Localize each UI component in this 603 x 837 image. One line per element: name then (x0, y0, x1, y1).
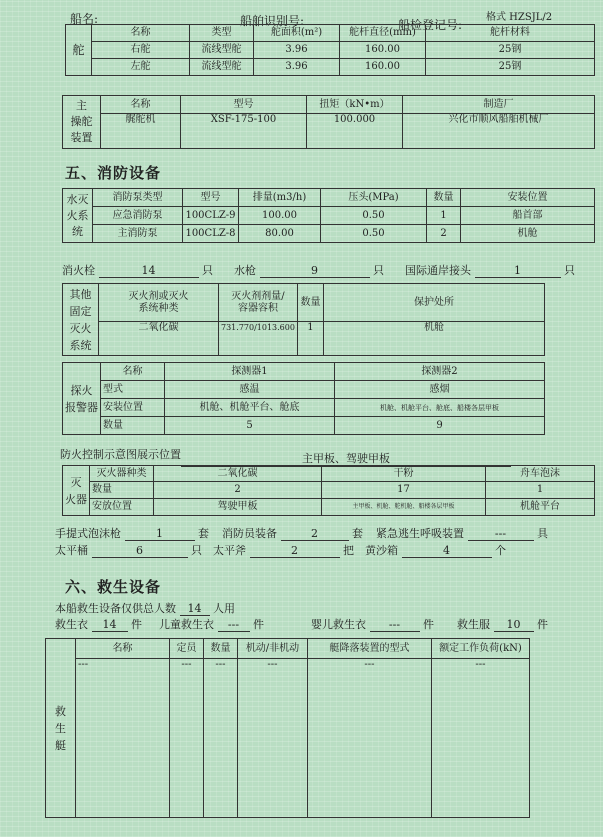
detector-2-header: 探测器2 (335, 363, 545, 381)
cell: 0.50 (321, 207, 427, 225)
sand-box-count: 4 (402, 544, 492, 558)
cell: --- (204, 659, 238, 818)
cell: 二氧化碳 (99, 322, 219, 356)
rudder-side-label: 舵 (66, 25, 92, 76)
cell: --- (76, 659, 170, 818)
fireman-outfit-unit: 套 (352, 527, 363, 540)
rudder-header-name: 名称 (92, 25, 190, 42)
detector-side-label: 探火 报警器 (63, 363, 101, 435)
table-row (66, 42, 595, 59)
boat-header-motor: 机动/非机动 (238, 639, 308, 659)
water-gun-unit: 只 (373, 264, 384, 277)
cell: 型式 (101, 381, 165, 399)
cell: 感温 (165, 381, 335, 399)
cell: 25钢 (426, 59, 595, 76)
rudder-header-diameter: 舵杆直径(mm) (340, 25, 426, 42)
registration-label: 船检登记号: (398, 18, 463, 32)
cell: 100.000 (307, 114, 403, 149)
cell: XSF-175-100 (181, 114, 307, 149)
cell: 机舱、机舱平台、舱底、船楼各层甲板 (335, 399, 545, 417)
fireman-outfit-count: 2 (281, 527, 349, 541)
steering-header-torque: 扭矩（kN•m） (307, 96, 403, 114)
cell: 100.00 (239, 207, 321, 225)
steering-side-label: 主 操舵 装置 (63, 96, 101, 149)
pump-header-model: 型号 (183, 189, 239, 207)
cell: 9 (335, 417, 545, 435)
ext-header-co2: 二氧化碳 (154, 466, 322, 482)
table-row (63, 381, 545, 399)
immersion-suit-count: 10 (494, 618, 534, 632)
cell: 2 (427, 225, 461, 243)
fire-axe-label: 太平斧 (213, 544, 246, 557)
cell: 右舵 (92, 42, 190, 59)
ship-name-label: 船名: (70, 12, 99, 26)
cell: 3.96 (254, 59, 340, 76)
hydrant-line (62, 262, 575, 278)
cell: 艉舵机 (101, 114, 181, 149)
cell: 100CLZ-9 (183, 207, 239, 225)
cell: 数量 (90, 482, 154, 499)
form-code: 格式 HZSJL/2 (486, 12, 553, 23)
cell: 兴化市顺风船舶机械厂 (403, 114, 595, 149)
total-persons-label: 本船救生设备仅供总人数 (55, 602, 176, 615)
eebd-label: 紧急逃生呼吸装置 (376, 527, 464, 540)
intl-connection-count: 1 (475, 264, 561, 278)
foam-gun-unit: 套 (198, 527, 209, 540)
cell: 731.770/1013.600 (219, 322, 298, 356)
cell: 应急消防泵 (93, 207, 183, 225)
cell: 数量 (101, 417, 165, 435)
steering-header-name: 名称 (101, 96, 181, 114)
total-persons-count: 14 (180, 602, 210, 616)
boat-header-swl: 额定工作负荷(kN) (432, 639, 530, 659)
cell: 主甲板、机舱、舵机舱、船楼各层甲板 (322, 499, 486, 516)
sand-box-label: 黄沙箱 (365, 544, 398, 557)
table-row (63, 482, 595, 499)
cell: 17 (322, 482, 486, 499)
cell: 流线型舵 (190, 59, 254, 76)
hydrant-count: 14 (99, 264, 199, 278)
fire-plan-line (60, 446, 511, 463)
cell: 驾驶甲板 (154, 499, 322, 516)
table-row (63, 499, 595, 516)
boat-header-name: 名称 (76, 639, 170, 659)
ship-id-label: 船舶识别号: (240, 14, 305, 28)
infant-lifejacket-count: --- (370, 618, 420, 632)
boat-header-qty: 数量 (204, 639, 238, 659)
fire-axe-count: 2 (250, 544, 340, 558)
fire-plan-location: 主甲板、驾驶甲板 (181, 450, 511, 467)
steering-header-maker: 制造厂 (403, 96, 595, 114)
boat-header-capacity: 定员 (170, 639, 204, 659)
rudder-header-area: 舵面积(m²) (254, 25, 340, 42)
intl-connection-unit: 只 (564, 264, 575, 277)
cell: 25钢 (426, 42, 595, 59)
cell: 100CLZ-8 (183, 225, 239, 243)
cell: 1 (486, 482, 595, 499)
cell: --- (308, 659, 432, 818)
pump-header-location: 安装位置 (461, 189, 595, 207)
lifeboat-side-label: 救 生 艇 (46, 639, 76, 818)
hydrant-label: 消火栓 (62, 264, 95, 277)
lifeboat-table (45, 638, 530, 818)
detector-table (62, 362, 545, 435)
eebd-count: --- (468, 527, 534, 541)
table-row (63, 322, 545, 356)
extinguisher-side-label: 灭 火器 (63, 466, 90, 516)
cell: 80.00 (239, 225, 321, 243)
fixed-system-table (62, 283, 545, 356)
water-gun-label: 水枪 (234, 264, 256, 277)
ext-header-foam: 舟车泡沫 (486, 466, 595, 482)
fire-axe-unit: 把 (343, 544, 354, 557)
foam-gun-label: 手提式泡沫枪 (55, 527, 121, 540)
cell: 2 (154, 482, 322, 499)
table-row (63, 417, 545, 435)
section-5-title: 五、消防设备 (65, 164, 162, 182)
pump-header-pressure: 压头(MPa) (321, 189, 427, 207)
table-row (63, 225, 595, 243)
lifejacket-count: 14 (92, 618, 128, 632)
extinguisher-table (62, 465, 595, 516)
table-row (46, 659, 530, 818)
ext-header-powder: 干粉 (322, 466, 486, 482)
lifejacket-unit: 件 (131, 618, 142, 631)
fire-bucket-count: 6 (92, 544, 188, 558)
fixed-header-type: 灭火剂或灭火 系统种类 (99, 284, 219, 322)
cell: 160.00 (340, 59, 426, 76)
table-row (63, 114, 595, 149)
cell: 机舱、机舱平台、舱底 (165, 399, 335, 417)
equipment-line-2 (55, 542, 506, 558)
fixed-header-qty: 数量 (297, 284, 323, 322)
infant-lifejacket-unit: 件 (423, 618, 434, 631)
immersion-suit-unit: 件 (537, 618, 548, 631)
cell: --- (170, 659, 204, 818)
child-lifejacket-count: --- (218, 618, 250, 632)
cell: 安放位置 (90, 499, 154, 516)
cell: 机舱 (323, 322, 544, 356)
cell: 5 (165, 417, 335, 435)
cell: 机舱 (461, 225, 595, 243)
total-persons-unit: 人用 (213, 602, 235, 615)
fire-pump-table (62, 188, 595, 243)
child-lifejacket-unit: 件 (253, 618, 264, 631)
fire-bucket-label: 太平桶 (55, 544, 88, 557)
pump-header-qty: 数量 (427, 189, 461, 207)
pump-header-type: 消防泵类型 (93, 189, 183, 207)
fireman-outfit-label: 消防员装备 (222, 527, 277, 540)
immersion-suit-label: 救生服 (457, 618, 490, 631)
ext-header-type: 灭火器种类 (90, 466, 154, 482)
pump-header-capacity: 排量(m3/h) (239, 189, 321, 207)
fixed-header-amount: 灭火剂剂量/ 容器容积 (219, 284, 298, 322)
cell: 机舱平台 (486, 499, 595, 516)
cell: 安装位置 (101, 399, 165, 417)
cell: 流线型舵 (190, 42, 254, 59)
lifejacket-label: 救生衣 (55, 618, 88, 631)
cell: 左舵 (92, 59, 190, 76)
water-system-label: 水灭 火系 统 (63, 189, 93, 243)
fixed-header-space: 保护处所 (323, 284, 544, 322)
hydrant-unit: 只 (202, 264, 213, 277)
detector-name-label: 名称 (101, 363, 165, 381)
cell: 感烟 (335, 381, 545, 399)
cell: 船首部 (461, 207, 595, 225)
fire-bucket-unit: 只 (191, 544, 202, 557)
cell: 1 (427, 207, 461, 225)
cell: --- (238, 659, 308, 818)
child-lifejacket-label: 儿童救生衣 (159, 618, 214, 631)
boat-header-launch: 艇降落装置的型式 (308, 639, 432, 659)
eebd-unit: 具 (537, 527, 548, 540)
table-row (63, 207, 595, 225)
foam-gun-count: 1 (125, 527, 195, 541)
steering-header-model: 型号 (181, 96, 307, 114)
detector-1-header: 探测器1 (165, 363, 335, 381)
steering-table (62, 95, 595, 149)
fire-plan-label: 防火控制示意图展示位置 (60, 448, 181, 461)
cell: 主消防泵 (93, 225, 183, 243)
sand-box-unit: 个 (495, 544, 506, 557)
equipment-line-1 (55, 525, 548, 541)
cell: 0.50 (321, 225, 427, 243)
cell: 3.96 (254, 42, 340, 59)
cell: 160.00 (340, 42, 426, 59)
water-gun-count: 9 (260, 264, 370, 278)
fixed-system-side-label: 其他 固定 灭火 系统 (63, 284, 99, 356)
lifejacket-line (55, 616, 548, 632)
cell: 1 (297, 322, 323, 356)
rudder-header-material: 舵杆材料 (426, 25, 595, 42)
table-row (66, 59, 595, 76)
total-persons-line (55, 600, 235, 616)
cell: --- (432, 659, 530, 818)
rudder-table (65, 24, 595, 76)
section-6-title: 六、救生设备 (65, 578, 162, 596)
infant-lifejacket-label: 婴儿救生衣 (311, 618, 366, 631)
table-row (63, 399, 545, 417)
intl-connection-label: 国际通岸接头 (405, 264, 471, 277)
rudder-header-type: 类型 (190, 25, 254, 42)
